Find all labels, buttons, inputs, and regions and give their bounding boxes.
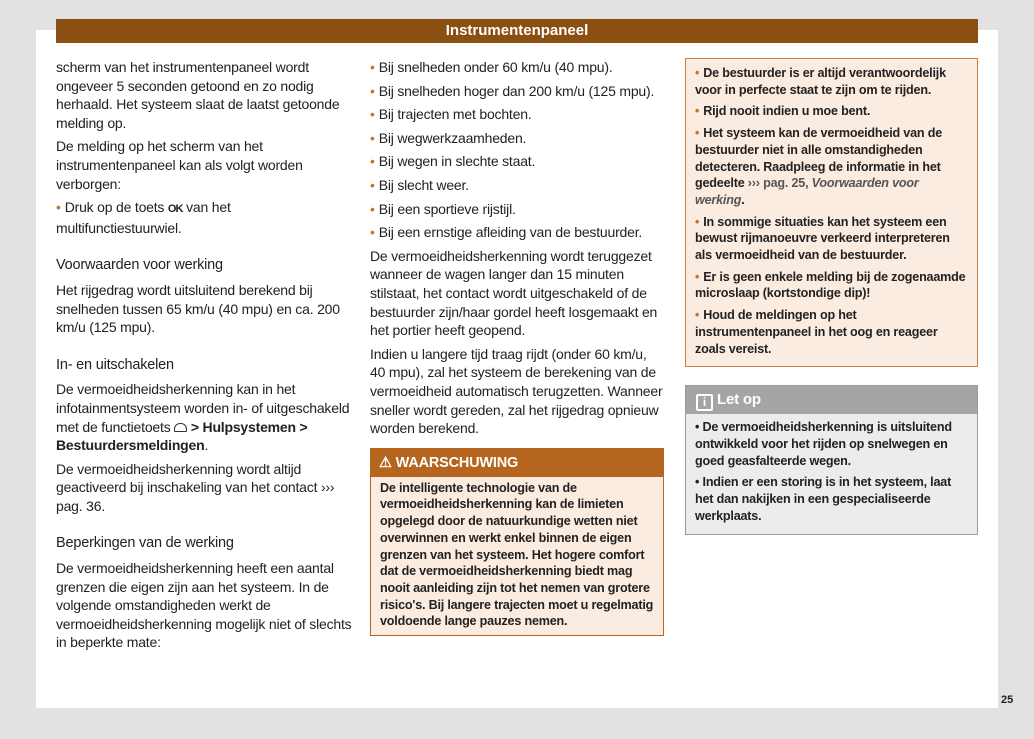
- text: De vermoeidheidsherkenning wordt altijd geactiveerd bij inschakeling van het contact: [56, 460, 321, 496]
- column-2: [370, 58, 664, 636]
- warning-text: De intelligente technologie van de vermoeidheidsherkenning kan de limieten opgelegd door de natuurkundige wetten niet overwinnen en werkt enkel binnen de eigen grenzen van het systeem. Het hogere comfort dat de vermoeidheidsherkenning biedt mag nooit aanleiding zijn tot het nemen van grotere risico's. Bij langere trajecten moet u regelmatig voldoende lange pauzes nemen.: [380, 480, 654, 629]
- paragraph: scherm van het instrumentenpaneel wordt ongeveer 5 seconden getoond en zo nodig herhaald. Het systeem slaat de laatst getoonde melding op.: [56, 59, 340, 131]
- menu-path: > Hulpsystemen > Bestuurdersmeldingen: [56, 418, 308, 454]
- page-number: 25: [1001, 694, 1014, 706]
- paragraph: [56, 380, 352, 454]
- list-item: • Bij een ernstige afleiding van de bestuurder.: [370, 223, 664, 242]
- text: .: [204, 437, 209, 454]
- paragraph: De vermoeidheidsherkenning wordt teruggezet wanneer de wagen langer dan 15 minuten stilstaat, het contact wordt uitgeschakeld of de bestuurder zijn/haar gordel heeft losgemaakt en het portier heeft geopend.: [370, 247, 658, 339]
- warning-triangle-icon: ⚠: [379, 454, 396, 471]
- list-item: [695, 125, 969, 209]
- note-body: [686, 414, 977, 534]
- note-box: [685, 385, 978, 535]
- section-header: Instrumentenpaneel: [56, 19, 978, 43]
- note-title: Let op: [717, 391, 761, 409]
- text: van het multifunctiestuurwiel.: [56, 199, 231, 236]
- paragraph: De melding op het scherm van het instrumentenpaneel kan als volgt worden verborgen:: [56, 138, 303, 192]
- info-icon: i: [696, 394, 713, 411]
- paragraph: Het rijgedrag wordt uitsluitend berekend bij snelheden tussen 65 km/u (40 mpu) en ca. 200 km/u (125 mpu).: [56, 281, 340, 336]
- list-item: • Bij wegen in slechte staat.: [370, 152, 664, 171]
- paragraph: [56, 460, 352, 516]
- list-item: [56, 198, 352, 237]
- list-item: • Bij snelheden hoger dan 200 km/u (125 mpu).: [370, 82, 664, 101]
- heading-conditions: Voorwaarden voor werking: [56, 257, 223, 274]
- text: De vermoeidheidsherkenning is uitsluitend ontwikkeld voor het rijden op snelwegen en goed geasfalteerde wegen.: [695, 420, 952, 468]
- ok-key-icon: OK: [167, 203, 183, 216]
- list-item: • Er is geen enkele melding bij de zogenaamde microslaap (kortstondige dip)!: [695, 269, 969, 302]
- list-item: • Rijd nooit indien u moe bent.: [695, 103, 969, 120]
- car-menu-icon: [174, 423, 187, 432]
- text: Indien er een storing is in het systeem, laat het dan nakijken in een gespecialiseerde werkplaats.: [695, 475, 952, 523]
- text: Het systeem kan de vermoeidheid van de bestuurder niet in alle omstandigheden detecteren. Raadpleeg de informatie in het gedeelte: [695, 126, 942, 191]
- list-item: • De vermoeidheidsherkenning is uitsluitend ontwikkeld voor het rijden op snelwegen en goed geasfalteerde wegen.: [695, 420, 952, 468]
- text: Druk op de toets: [64, 199, 168, 216]
- list-item: • Bij trajecten met bochten.: [370, 105, 664, 124]
- list-item: • Indien er een storing is in het systeem, laat het dan nakijken in een gespecialiseerde werkplaats.: [695, 475, 952, 523]
- warning-continued-box: [685, 58, 978, 367]
- list-item: • Bij wegwerkzaamheden.: [370, 129, 664, 148]
- list-item: • In sommige situaties kan het systeem een bewust rijmanoeuvre verkeerd interpreteren als vermoeidheid van de bestuurder.: [695, 214, 969, 264]
- text: De vermoeidheidsherkenning kan in het infotainmentsysteem worden in- of uitgeschakeld met de functietoets: [56, 381, 350, 435]
- list-item: • Bij slecht weer.: [370, 176, 664, 195]
- heading-onoff: In- en uitschakelen: [56, 356, 174, 373]
- list-item: • Bij een sportieve rijstijl.: [370, 200, 664, 219]
- list-item: • De bestuurder is er altijd verantwoordelijk voor in perfecte staat te zijn om te rijden.: [695, 65, 969, 98]
- reference-title[interactable]: Voorwaarden voor werking: [695, 176, 919, 207]
- page-reference-link[interactable]: ››› pag. 36: [56, 479, 335, 514]
- warning-box: [370, 448, 664, 636]
- note-header: [686, 386, 977, 414]
- text: .: [101, 497, 106, 514]
- warning-title: WAARSCHUWING: [395, 454, 519, 471]
- paragraph: De vermoeidheidsherkenning heeft een aantal grenzen die eigen zijn aan het systeem. In de volgende omstandigheden werkt de vermoeidheidsherkenning mogelijk niet of slechts in beperkte mate:: [56, 560, 352, 651]
- list-item: • Houd de meldingen op het instrumentenpaneel in het oog en reageer zoals vereist.: [695, 307, 969, 357]
- list-item: • Bij snelheden onder 60 km/u (40 mpu).: [370, 58, 664, 77]
- warning-header: [371, 449, 663, 477]
- text: .: [741, 192, 745, 207]
- heading-limits: Beperkingen van de werking: [56, 535, 234, 552]
- page-reference-link[interactable]: ››› pag. 25,: [747, 176, 812, 191]
- column-1: [56, 58, 352, 657]
- paragraph: Indien u langere tijd traag rijdt (onder 60 km/u, 40 mpu), zal het systeem de berekening van de vermoeidheid automatisch terugzetten. Wanneer sneller wordt gereden, zal het rijgedrag opnieuw worden berekend.: [370, 345, 663, 437]
- column-3: [685, 58, 978, 535]
